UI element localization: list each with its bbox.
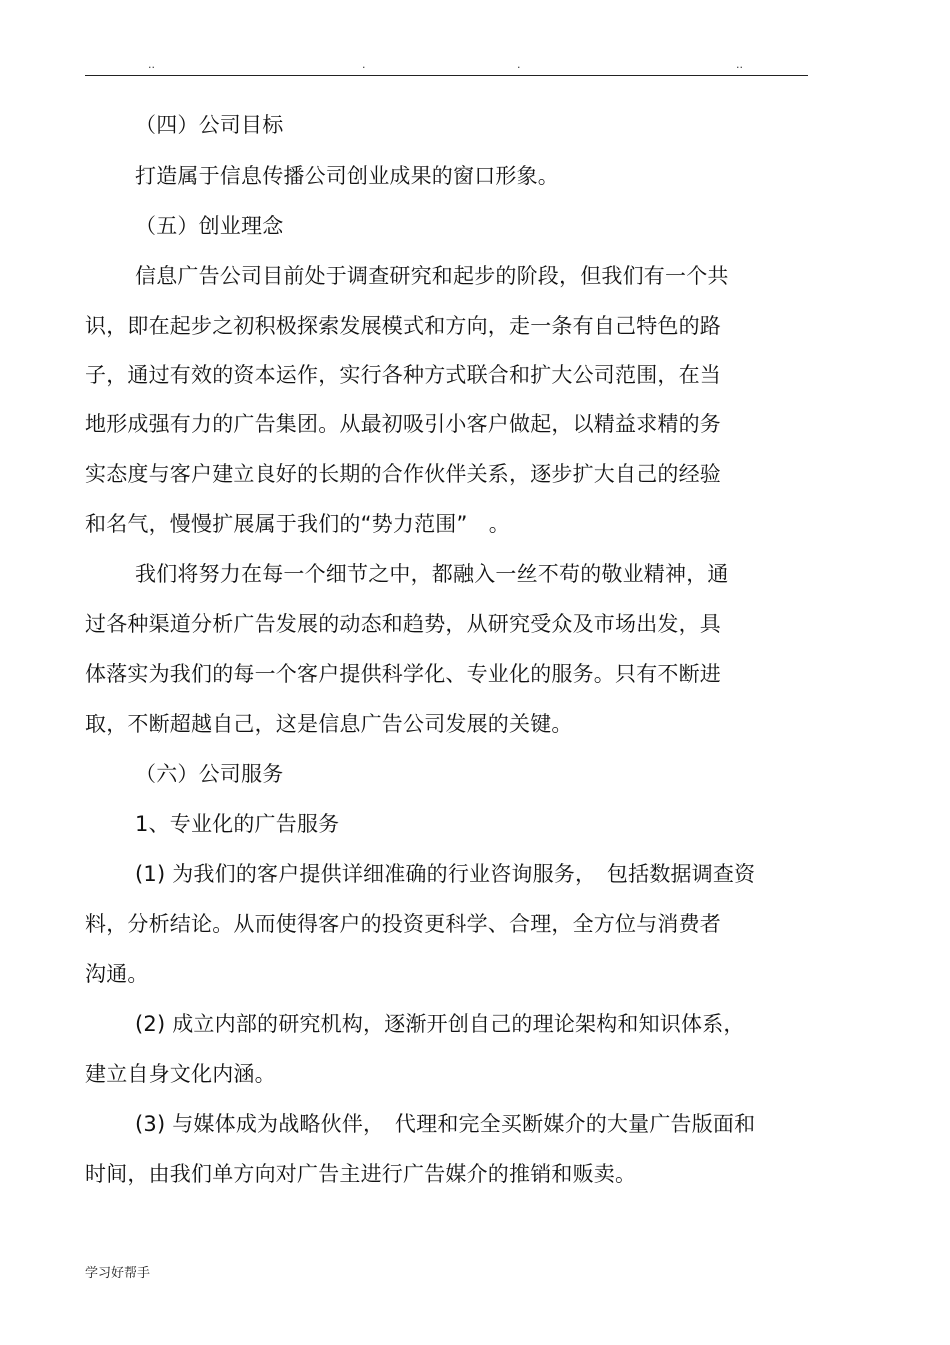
paragraph-line: 和名气，慢慢扩展属于我们的“势力范围” 。 [85,512,510,536]
header-mark: . [362,58,366,71]
section-heading-philosophy: （五）创业理念 [135,214,284,238]
section-heading-services: （六）公司服务 [135,762,284,786]
paragraph-line: 信息广告公司目前处于调查研究和起步的阶段，但我们有一个共 [135,264,729,288]
paragraph-line: 打造属于信息传播公司创业成果的窗口形象。 [135,164,559,188]
paragraph-line: 识，即在起步之初积极探索发展模式和方向，走一条有自己特色的路 [85,314,721,338]
paragraph-line: 取，不断超越自己，这是信息广告公司发展的关键。 [85,712,573,736]
list-item-line: 料，分析结论。从而使得客户的投资更科学、合理，全方位与消费者 [85,912,721,936]
paragraph-line: 地形成强有力的广告集团。从最初吸引小客户做起，以精益求精的务 [85,412,721,436]
header-mark: .. [148,58,155,71]
header-divider [85,75,808,76]
paragraph-line: 过各种渠道分析广告发展的动态和趋势，从研究受众及市场出发，具 [85,612,721,636]
page-footer: 学习好帮手 [85,1266,151,1281]
paragraph-line: 我们将努力在每一个细节之中，都融入一丝不苟的敬业精神，通 [135,562,729,586]
list-item-line: 沟通。 [85,962,149,986]
list-item-line: (3) 与媒体成为战略伙伴， 代理和完全买断媒介的大量广告版面和 [135,1112,756,1136]
section-heading-goal: （四）公司目标 [135,113,284,137]
list-item-line: 时间，由我们单方向对广告主进行广告媒介的推销和贩卖。 [85,1162,637,1186]
list-item-line: 建立自身文化内涵。 [85,1062,276,1086]
list-item-line: (2) 成立内部的研究机构，逐渐开创自己的理论架构和知识体系， [135,1012,745,1036]
list-item-line: (1) 为我们的客户提供详细准确的行业咨询服务， 包括数据调查资 [135,862,756,886]
subheading: 1、专业化的广告服务 [135,812,340,836]
paragraph-line: 体落实为我们的每一个客户提供科学化、专业化的服务。只有不断进 [85,662,721,686]
header-mark: . [517,58,521,71]
header-mark: .. [736,58,743,71]
paragraph-line: 子，通过有效的资本运作，实行各种方式联合和扩大公司范围，在当 [85,363,721,387]
paragraph-line: 实态度与客户建立良好的长期的合作伙伴关系，逐步扩大自己的经验 [85,462,721,486]
